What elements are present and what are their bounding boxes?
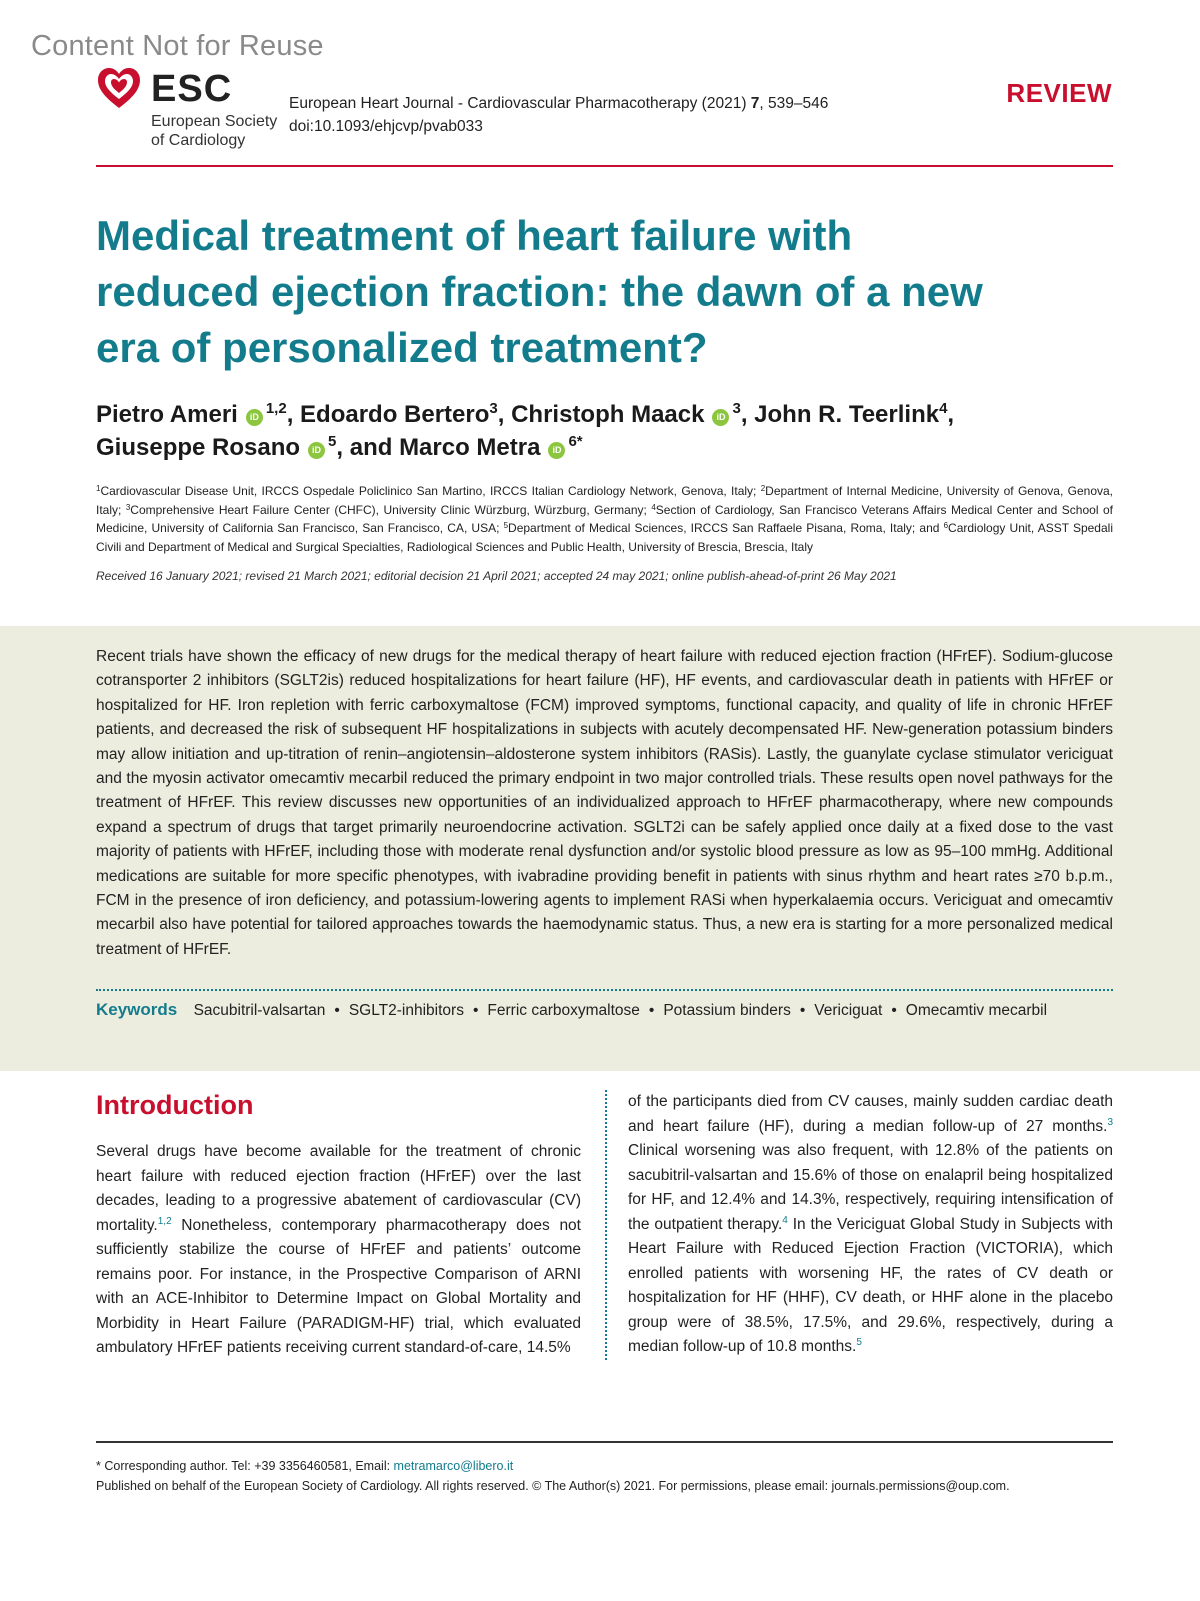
- article-dates: Received 16 January 2021; revised 21 March 2021; editorial decision 21 April 2021; accepted 24 may 2021; online publish-ahead-of-print 26 May 2021: [96, 569, 897, 583]
- citation-reference[interactable]: 4: [782, 1214, 788, 1226]
- affiliation-mark: 6: [943, 521, 949, 531]
- citation-reference[interactable]: 3: [1107, 1116, 1113, 1128]
- body-text: In the Vericiguat Global Study in Subjects with Heart Failure with Reduced Ejection Fraction (VICTORIA), which enrolled patients with worsening HF, the rates of CV death or hospitalization for HF (HHF), CV death, or HHF alone in the placebo group were of 38.5%, 17.5%, and 29.6%, respectively, during a median follow-up of 10.8 months.: [628, 1215, 1113, 1355]
- affiliation-mark: 5: [503, 521, 509, 531]
- heart-logo-icon: [96, 66, 142, 112]
- author-affiliation-mark: 6*: [568, 433, 583, 450]
- keyword: Potassium binders: [663, 1002, 791, 1019]
- publisher-note: Published on behalf of the European Society of Cardiology. All rights reserved. © The Author(s) 2021. For permissions, please email: journals.permissions@oup.com.: [96, 1478, 1010, 1493]
- keyword: SGLT2-inhibitors: [348, 1002, 464, 1019]
- corresponding-email-link[interactable]: metramarco@libero.it: [393, 1459, 514, 1473]
- keywords: [96, 998, 1113, 1023]
- author-affiliation-mark: 1,2: [265, 400, 287, 417]
- author-name: Christoph Maack: [511, 401, 705, 428]
- logo-society-name: European Society of Cardiology: [151, 113, 278, 149]
- affiliation-text: Section of Cardiology, San Francisco Veterans Affairs Medical Center and School of Medicine, University of California San Francisco, San Francisco, CA, USA;: [96, 502, 1113, 536]
- author-separator: ,: [740, 401, 755, 428]
- keyword-separator: •: [472, 1002, 479, 1019]
- orcid-icon[interactable]: iD: [712, 409, 729, 426]
- author-separator: ,: [497, 401, 512, 428]
- doi: doi:10.1093/ehjcvp/pvab033: [289, 118, 483, 135]
- author-affiliation-mark: 5: [328, 433, 337, 450]
- author-name: Pietro Ameri: [96, 401, 238, 428]
- orcid-icon[interactable]: iD: [246, 409, 263, 426]
- author-name: Edoardo Bertero: [300, 401, 490, 428]
- author-name: Giuseppe Rosano: [96, 434, 301, 461]
- header-divider: [96, 165, 1113, 167]
- affiliation-mark: 1: [96, 484, 101, 493]
- article-type-label: REVIEW: [1006, 78, 1112, 108]
- article-title: Medical treatment of heart failure with reduced ejection fraction: the dawn of a new era of personalized treatment?: [96, 212, 983, 371]
- body-column-left: [96, 1140, 581, 1361]
- keyword: Omecamtiv mecarbil: [905, 1002, 1048, 1019]
- affiliation-text: Department of Internal Medicine, University of Genova, Genova, Italy;: [96, 484, 1114, 517]
- column-divider: [605, 1090, 607, 1360]
- author-affiliation-mark: 4: [939, 400, 948, 417]
- keyword: Ferric carboxymaltose: [487, 1002, 640, 1019]
- author-name: Marco Metra: [399, 434, 541, 461]
- abstract-text: Recent trials have shown the efficacy of new drugs for the medical therapy of heart failure with reduced ejection fraction (HFrEF). Sodium-glucose cotransporter 2 inhibitors (SGLT2is) reduced hospitalizations for heart failure (HF), HF events, and cardiovascular death in patients with HFrEF or hospitalized for HF. Iron repletion with ferric carboxymaltose (FCM) improved symptoms, functional capacity, and quality of life in chronic HFrEF patients, and decreased the risk of subsequent HF hospitalizations in subjects with acutely decompensated HF. New-generation potassium binders may allow initiation and up-titration of renin–angiotensin–aldosterone system inhibitors (RASis). Lastly, the guanylate cyclase stimulator vericiguat and the myosin activator omecamtiv mecarbil reduced the primary endpoint in two major controlled trials. These results open novel pathways for the treatment of HFrEF. This review discusses new opportunities of an individualized approach to HFrEF pharmacotherapy, where new compounds expand a spectrum of drugs that target primarily neuroendocrine activation. SGLT2i can be safely applied once daily at a fixed dose to the vast majority of patients with HFrEF, including those with moderate renal dysfunction and/or systolic blood pressure as low as 95–100 mmHg. Additional medications are suitable for more specific phenotypes, with ivabradine providing benefit in patients with sinus rhythm and heart rates ≥70 b.p.m., FCM in the presence of iron deficiency, and potassium-lowering agents to implement RASi when hyperkalaemia occurs. Vericiguat and omecamtiv mecarbil also have potential for tailored approaches towards the haemodynamic status. Thus, a new era is starting for a more personalized medical treatment of HFrEF.: [96, 648, 1113, 958]
- affiliation-text: Department of Medical Sciences, IRCCS San Raffaele Pisana, Roma, Italy; and: [508, 521, 944, 536]
- keywords-label: Keywords: [96, 1000, 178, 1019]
- keyword-separator: •: [799, 1002, 806, 1019]
- orcid-icon[interactable]: iD: [308, 442, 325, 459]
- body-text: of the participants died from CV causes, mainly sudden cardiac death and heart failure (HF), during a median follow-up of 27 months.: [628, 1093, 1113, 1135]
- footnote-divider: [96, 1441, 1113, 1443]
- affiliation-mark: 4: [651, 502, 656, 512]
- citation-reference[interactable]: 5: [856, 1337, 862, 1348]
- body-text: Nonetheless, contemporary pharmacotherapy does not sufficiently stabilize the course of HFrEF and patients’ outcome remains poor. For instance, in the Prospective Comparison of ARNI with an ACE-Inhibitor to Determine Impact on Global Mortality and Morbidity in Heart Failure (PARADIGM-HF) trial, which evaluated ambulatory HFrEF patients receiving current standard-of-care, 14.5%: [96, 1216, 581, 1356]
- affiliation-text: Cardiology Unit, ASST Spedali Civili and Department of Medical and Surgical Specialties, Radiological Sciences and Public Health, University of Brescia, Brescia, Italy: [96, 521, 1113, 554]
- author-affiliation-mark: 3: [732, 400, 741, 417]
- author-separator: ,: [286, 401, 301, 428]
- keyword-separator: •: [891, 1002, 897, 1019]
- author-separator: ,: [947, 401, 955, 428]
- section-heading-introduction: Introduction: [96, 1090, 254, 1120]
- author-list: [96, 398, 1106, 464]
- author-separator: , and: [336, 434, 400, 461]
- abstract-divider: [96, 989, 1113, 991]
- body-column-right: [628, 1090, 1113, 1360]
- author-affiliation-mark: 3: [489, 400, 498, 417]
- logo-wordmark: ESC: [151, 68, 233, 110]
- keyword: Sacubitril-valsartan: [193, 1002, 326, 1019]
- journal-volume: 7: [750, 95, 760, 112]
- affiliation-mark: 3: [125, 502, 131, 512]
- keyword-separator: •: [334, 1002, 340, 1019]
- author-name: John R. Teerlink: [754, 401, 940, 428]
- body-text: Clinical worsening was also frequent, with 12.8% of the patients on sacubitril-valsartan and 15.6% of those on enalapril being hospitalized for HF, and 12.4% and 14.3%, respectively, requiring intensification of the outpatient therapy.: [628, 1142, 1113, 1233]
- affiliation-text: Comprehensive Heart Failure Center (CHFC), University Clinic Würzburg, Würzburg, Germany;: [130, 502, 652, 517]
- affiliations: [96, 482, 1113, 556]
- orcid-icon[interactable]: iD: [548, 442, 565, 459]
- affiliation-mark: 2: [760, 484, 766, 493]
- citation-reference[interactable]: 1,2: [157, 1215, 172, 1227]
- affiliation-text: Cardiovascular Disease Unit, IRCCS Ospedale Policlinico San Martino, IRCCS Italian Cardiology Network, Genova, Italy;: [100, 484, 761, 498]
- watermark: Content Not for Reuse: [31, 30, 324, 62]
- journal-citation: European Heart Journal - Cardiovascular Pharmacotherapy (2021) 7, 539–546 doi:10.1093/ehjcvp/pvab033: [289, 92, 828, 138]
- esc-logo: [96, 66, 286, 156]
- footnote: * Corresponding author. Tel: +39 3356460581, Email: metramarco@libero.it Published on behalf of the European Society of Cardiology. All rights reserved. © The Author(s) 2021. For permissions, please email: journals.permissions@oup.com.: [96, 1457, 1113, 1496]
- keyword-separator: •: [648, 1002, 655, 1019]
- body-text: Several drugs have become available for the treatment of chronic heart failure with reduced ejection fraction (HFrEF) over the last decades, leading to a progressive abatement of cardiovascular (CV) mortality.: [96, 1143, 581, 1234]
- keyword: Vericiguat: [814, 1002, 883, 1019]
